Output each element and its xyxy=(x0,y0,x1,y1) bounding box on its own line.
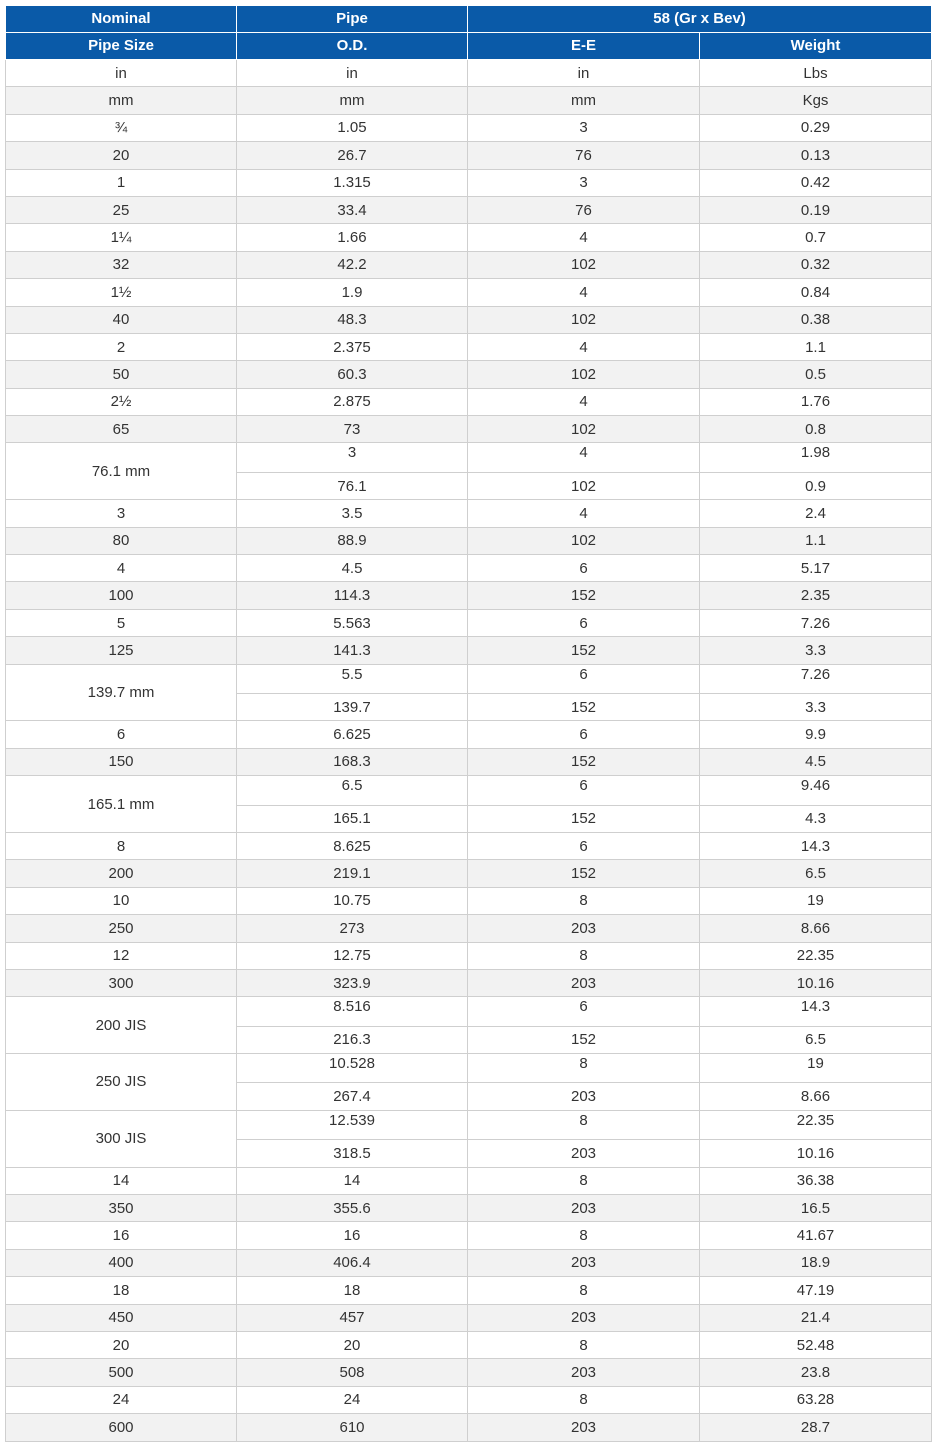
pipe-od-cell: 8.625 xyxy=(237,832,468,859)
ee-cell: 102 xyxy=(468,306,700,333)
weight-cell: 0.42 xyxy=(700,169,932,196)
table-row xyxy=(6,969,932,996)
ee-cell: 8 xyxy=(468,1331,700,1358)
nominal-size-cell: 250 JIS xyxy=(6,1054,237,1111)
nominal-size-cell: 250 xyxy=(6,915,237,942)
weight-cell: 41.67 xyxy=(700,1222,932,1249)
ee-cell: 8 xyxy=(468,1110,700,1139)
weight-cell: 0.9 xyxy=(700,472,932,499)
ee-cell: 8 xyxy=(468,1054,700,1083)
table-row xyxy=(6,637,932,664)
table-row xyxy=(6,60,932,87)
ee-cell: 102 xyxy=(468,361,700,388)
weight-cell: 4.5 xyxy=(700,748,932,775)
nominal-size-cell: 50 xyxy=(6,361,237,388)
pipe-od-cell: 16 xyxy=(237,1222,468,1249)
ee-cell: 76 xyxy=(468,142,700,169)
nominal-size-cell: 2½ xyxy=(6,388,237,415)
ee-cell: 203 xyxy=(468,1249,700,1276)
header-group: 58 (Gr x Bev) xyxy=(468,6,932,33)
ee-cell: 6 xyxy=(468,609,700,636)
table-row xyxy=(6,832,932,859)
ee-cell: 152 xyxy=(468,748,700,775)
weight-cell: 0.19 xyxy=(700,196,932,223)
table-row xyxy=(6,416,932,443)
ee-cell: 102 xyxy=(468,416,700,443)
nominal-size-cell: 1½ xyxy=(6,279,237,306)
pipe-od-cell: 267.4 xyxy=(237,1083,468,1110)
weight-cell: 8.66 xyxy=(700,915,932,942)
ee-cell: 203 xyxy=(468,1195,700,1222)
table-row xyxy=(6,196,932,223)
nominal-size-cell: 300 xyxy=(6,969,237,996)
nominal-size-cell: 8 xyxy=(6,832,237,859)
nominal-size-cell: 20 xyxy=(6,142,237,169)
nominal-size-cell: 1 xyxy=(6,169,237,196)
nominal-size-cell: 4 xyxy=(6,555,237,582)
ee-cell: 8 xyxy=(468,887,700,914)
table-row xyxy=(6,1386,932,1413)
pipe-od-cell: 24 xyxy=(237,1386,468,1413)
nominal-size-cell: 2 xyxy=(6,333,237,360)
weight-cell: 23.8 xyxy=(700,1359,932,1386)
pipe-od-cell: 3 xyxy=(237,443,468,472)
pipe-od-cell: 6.625 xyxy=(237,721,468,748)
nominal-size-cell: 500 xyxy=(6,1359,237,1386)
nominal-size-cell: 16 xyxy=(6,1222,237,1249)
table-row xyxy=(6,1222,932,1249)
pipe-od-cell: 355.6 xyxy=(237,1195,468,1222)
table-row xyxy=(6,860,932,887)
ee-cell: 102 xyxy=(468,527,700,554)
nominal-size-cell: ¾ xyxy=(6,114,237,141)
nominal-size-cell: 165.1 mm xyxy=(6,776,237,833)
ee-cell: 102 xyxy=(468,251,700,278)
table-row xyxy=(6,1054,932,1083)
nominal-size-cell: 450 xyxy=(6,1304,237,1331)
ee-cell: 8 xyxy=(468,1222,700,1249)
table-row xyxy=(6,527,932,554)
table-row xyxy=(6,1359,932,1386)
pipe-od-cell: 10.528 xyxy=(237,1054,468,1083)
ee-cell: 203 xyxy=(468,915,700,942)
nominal-size-cell: 139.7 mm xyxy=(6,664,237,721)
nominal-size-cell: 6 xyxy=(6,721,237,748)
nominal-size-cell: 600 xyxy=(6,1414,237,1441)
table-row xyxy=(6,443,932,472)
ee-cell: 203 xyxy=(468,1304,700,1331)
weight-cell: 6.5 xyxy=(700,860,932,887)
weight-cell: 1.98 xyxy=(700,443,932,472)
pipe-od-cell: 318.5 xyxy=(237,1140,468,1167)
weight-cell: 9.9 xyxy=(700,721,932,748)
pipe-od-cell: 26.7 xyxy=(237,142,468,169)
nominal-size-cell: 1¼ xyxy=(6,224,237,251)
header-weight: Weight xyxy=(700,33,932,60)
pipe-od-cell: 219.1 xyxy=(237,860,468,887)
ee-cell: 152 xyxy=(468,582,700,609)
ee-cell: 4 xyxy=(468,443,700,472)
weight-cell: Lbs xyxy=(700,60,932,87)
pipe-od-cell: 508 xyxy=(237,1359,468,1386)
weight-cell: 2.35 xyxy=(700,582,932,609)
pipe-od-cell: 14 xyxy=(237,1167,468,1194)
pipe-od-cell: 139.7 xyxy=(237,693,468,720)
nominal-size-cell: 10 xyxy=(6,887,237,914)
nominal-size-cell: 32 xyxy=(6,251,237,278)
weight-cell: 1.1 xyxy=(700,527,932,554)
weight-cell: 10.16 xyxy=(700,1140,932,1167)
weight-cell: 2.4 xyxy=(700,500,932,527)
ee-cell: 4 xyxy=(468,279,700,306)
table-row xyxy=(6,721,932,748)
weight-cell: 7.26 xyxy=(700,609,932,636)
ee-cell: 4 xyxy=(468,224,700,251)
nominal-size-cell: 125 xyxy=(6,637,237,664)
weight-cell: 10.16 xyxy=(700,969,932,996)
weight-cell: 22.35 xyxy=(700,1110,932,1139)
ee-cell: 203 xyxy=(468,969,700,996)
table-row xyxy=(6,915,932,942)
table-row xyxy=(6,114,932,141)
table-row xyxy=(6,1304,932,1331)
weight-cell: 5.17 xyxy=(700,555,932,582)
pipe-od-cell: 76.1 xyxy=(237,472,468,499)
weight-cell: 16.5 xyxy=(700,1195,932,1222)
nominal-size-cell: 400 xyxy=(6,1249,237,1276)
nominal-size-cell: 20 xyxy=(6,1331,237,1358)
pipe-od-cell: mm xyxy=(237,87,468,114)
nominal-size-cell: in xyxy=(6,60,237,87)
weight-cell: 1.1 xyxy=(700,333,932,360)
table-row xyxy=(6,1414,932,1441)
table-row xyxy=(6,748,932,775)
pipe-od-cell: 3.5 xyxy=(237,500,468,527)
table-row xyxy=(6,582,932,609)
pipe-od-cell: in xyxy=(237,60,468,87)
pipe-od-cell: 273 xyxy=(237,915,468,942)
pipe-od-cell: 1.66 xyxy=(237,224,468,251)
weight-cell: 0.38 xyxy=(700,306,932,333)
table-row xyxy=(6,942,932,969)
weight-cell: 0.8 xyxy=(700,416,932,443)
pipe-od-cell: 323.9 xyxy=(237,969,468,996)
nominal-size-cell: 200 xyxy=(6,860,237,887)
weight-cell: 3.3 xyxy=(700,693,932,720)
table-row xyxy=(6,1195,932,1222)
pipe-od-cell: 1.315 xyxy=(237,169,468,196)
ee-cell: 203 xyxy=(468,1083,700,1110)
nominal-size-cell: 100 xyxy=(6,582,237,609)
pipe-od-cell: 141.3 xyxy=(237,637,468,664)
table-row xyxy=(6,1277,932,1304)
ee-cell: 102 xyxy=(468,472,700,499)
ee-cell: 8 xyxy=(468,1386,700,1413)
ee-cell: 6 xyxy=(468,664,700,693)
weight-cell: 4.3 xyxy=(700,805,932,832)
pipe-od-cell: 88.9 xyxy=(237,527,468,554)
ee-cell: 6 xyxy=(468,555,700,582)
pipe-od-cell: 1.05 xyxy=(237,114,468,141)
nominal-size-cell: 300 JIS xyxy=(6,1110,237,1167)
nominal-size-cell: 25 xyxy=(6,196,237,223)
ee-cell: 4 xyxy=(468,388,700,415)
ee-cell: 4 xyxy=(468,333,700,360)
nominal-size-cell: 5 xyxy=(6,609,237,636)
weight-cell: Kgs xyxy=(700,87,932,114)
header-nominal-line1: Nominal xyxy=(6,6,237,33)
ee-cell: 6 xyxy=(468,832,700,859)
pipe-od-cell: 2.875 xyxy=(237,388,468,415)
ee-cell: 6 xyxy=(468,721,700,748)
pipe-od-cell: 165.1 xyxy=(237,805,468,832)
table-row xyxy=(6,224,932,251)
ee-cell: mm xyxy=(468,87,700,114)
pipe-od-cell: 4.5 xyxy=(237,555,468,582)
weight-cell: 0.32 xyxy=(700,251,932,278)
ee-cell: in xyxy=(468,60,700,87)
weight-cell: 28.7 xyxy=(700,1414,932,1441)
weight-cell: 3.3 xyxy=(700,637,932,664)
pipe-od-cell: 12.75 xyxy=(237,942,468,969)
header-nominal-line2: Pipe Size xyxy=(6,33,237,60)
table-row xyxy=(6,169,932,196)
pipe-od-cell: 10.75 xyxy=(237,887,468,914)
table-row xyxy=(6,500,932,527)
ee-cell: 152 xyxy=(468,693,700,720)
ee-cell: 152 xyxy=(468,1026,700,1053)
weight-cell: 6.5 xyxy=(700,1026,932,1053)
ee-cell: 3 xyxy=(468,169,700,196)
nominal-size-cell: 24 xyxy=(6,1386,237,1413)
header-pipe-line2: O.D. xyxy=(237,33,468,60)
pipe-od-cell: 8.516 xyxy=(237,997,468,1026)
pipe-od-cell: 1.9 xyxy=(237,279,468,306)
nominal-size-cell: 18 xyxy=(6,1277,237,1304)
pipe-od-cell: 20 xyxy=(237,1331,468,1358)
ee-cell: 203 xyxy=(468,1359,700,1386)
weight-cell: 19 xyxy=(700,1054,932,1083)
pipe-od-cell: 6.5 xyxy=(237,776,468,805)
weight-cell: 21.4 xyxy=(700,1304,932,1331)
nominal-size-cell: 200 JIS xyxy=(6,997,237,1054)
table-row xyxy=(6,251,932,278)
nominal-size-cell: 80 xyxy=(6,527,237,554)
ee-cell: 6 xyxy=(468,776,700,805)
nominal-size-cell: 150 xyxy=(6,748,237,775)
weight-cell: 0.13 xyxy=(700,142,932,169)
table-row xyxy=(6,1249,932,1276)
header-row-2 xyxy=(6,33,932,60)
weight-cell: 14.3 xyxy=(700,997,932,1026)
weight-cell: 1.76 xyxy=(700,388,932,415)
nominal-size-cell: 76.1 mm xyxy=(6,443,237,500)
weight-cell: 52.48 xyxy=(700,1331,932,1358)
ee-cell: 203 xyxy=(468,1140,700,1167)
table-row xyxy=(6,333,932,360)
header-row-1 xyxy=(6,6,932,33)
table-row xyxy=(6,555,932,582)
weight-cell: 8.66 xyxy=(700,1083,932,1110)
pipe-od-cell: 73 xyxy=(237,416,468,443)
ee-cell: 4 xyxy=(468,500,700,527)
nominal-size-cell: 3 xyxy=(6,500,237,527)
ee-cell: 76 xyxy=(468,196,700,223)
header-pipe-line1: Pipe xyxy=(237,6,468,33)
pipe-od-cell: 42.2 xyxy=(237,251,468,278)
pipe-od-cell: 12.539 xyxy=(237,1110,468,1139)
table-body xyxy=(6,60,932,1442)
weight-cell: 0.84 xyxy=(700,279,932,306)
table-row xyxy=(6,388,932,415)
table-row xyxy=(6,664,932,693)
nominal-size-cell: 65 xyxy=(6,416,237,443)
weight-cell: 9.46 xyxy=(700,776,932,805)
table-row xyxy=(6,776,932,805)
weight-cell: 63.28 xyxy=(700,1386,932,1413)
pipe-od-cell: 610 xyxy=(237,1414,468,1441)
table-row xyxy=(6,1167,932,1194)
weight-cell: 0.5 xyxy=(700,361,932,388)
table-header xyxy=(6,6,932,60)
pipe-dimensions-table xyxy=(5,5,932,1442)
pipe-od-cell: 48.3 xyxy=(237,306,468,333)
weight-cell: 19 xyxy=(700,887,932,914)
table-row xyxy=(6,1331,932,1358)
header-ee: E-E xyxy=(468,33,700,60)
weight-cell: 14.3 xyxy=(700,832,932,859)
pipe-od-cell: 5.5 xyxy=(237,664,468,693)
ee-cell: 152 xyxy=(468,637,700,664)
nominal-size-cell: 12 xyxy=(6,942,237,969)
table-row xyxy=(6,1110,932,1139)
table-row xyxy=(6,887,932,914)
pipe-od-cell: 18 xyxy=(237,1277,468,1304)
table-row xyxy=(6,609,932,636)
ee-cell: 8 xyxy=(468,942,700,969)
weight-cell: 0.29 xyxy=(700,114,932,141)
ee-cell: 3 xyxy=(468,114,700,141)
pipe-od-cell: 114.3 xyxy=(237,582,468,609)
pipe-od-cell: 5.563 xyxy=(237,609,468,636)
table-row xyxy=(6,306,932,333)
table-row xyxy=(6,142,932,169)
ee-cell: 8 xyxy=(468,1277,700,1304)
pipe-od-cell: 60.3 xyxy=(237,361,468,388)
pipe-od-cell: 216.3 xyxy=(237,1026,468,1053)
weight-cell: 22.35 xyxy=(700,942,932,969)
table-row xyxy=(6,997,932,1026)
ee-cell: 152 xyxy=(468,860,700,887)
table-row xyxy=(6,279,932,306)
ee-cell: 203 xyxy=(468,1414,700,1441)
weight-cell: 18.9 xyxy=(700,1249,932,1276)
nominal-size-cell: 14 xyxy=(6,1167,237,1194)
ee-cell: 6 xyxy=(468,997,700,1026)
nominal-size-cell: 350 xyxy=(6,1195,237,1222)
weight-cell: 36.38 xyxy=(700,1167,932,1194)
nominal-size-cell: mm xyxy=(6,87,237,114)
pipe-od-cell: 406.4 xyxy=(237,1249,468,1276)
ee-cell: 8 xyxy=(468,1167,700,1194)
pipe-od-cell: 2.375 xyxy=(237,333,468,360)
pipe-od-cell: 33.4 xyxy=(237,196,468,223)
ee-cell: 152 xyxy=(468,805,700,832)
pipe-od-cell: 457 xyxy=(237,1304,468,1331)
table-row xyxy=(6,87,932,114)
nominal-size-cell: 40 xyxy=(6,306,237,333)
weight-cell: 7.26 xyxy=(700,664,932,693)
weight-cell: 0.7 xyxy=(700,224,932,251)
pipe-od-cell: 168.3 xyxy=(237,748,468,775)
table-row xyxy=(6,361,932,388)
weight-cell: 47.19 xyxy=(700,1277,932,1304)
